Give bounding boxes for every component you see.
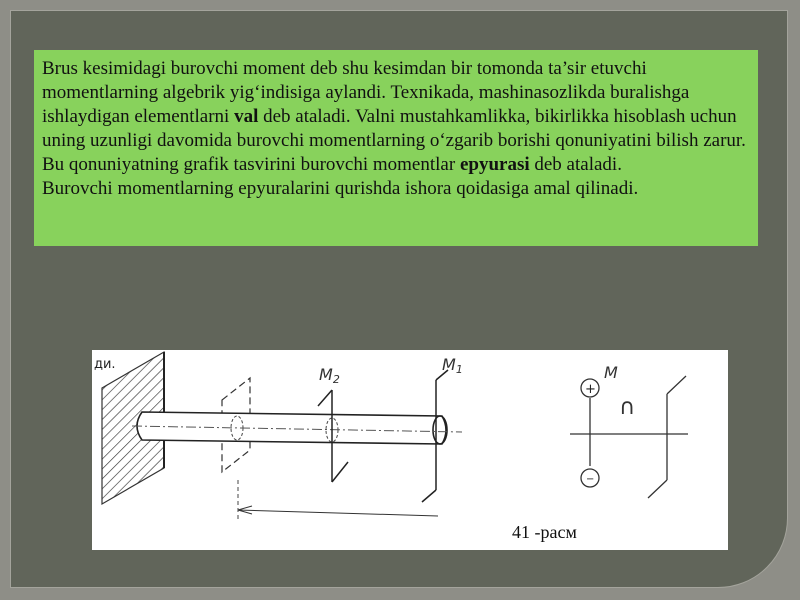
figure-caption: 41 -рaсм [512,522,577,542]
text-box [34,50,758,246]
text-segment: deb ataladi. [529,154,622,175]
minus-sign: − [586,474,595,485]
shaft [137,412,446,444]
section-line-right [648,376,686,498]
m2-subscript: 2 [332,373,340,386]
term-val: val [234,106,259,127]
dimension-line [238,510,438,516]
shaft-drawing [92,350,728,550]
m1-arrow-bottom [422,490,436,502]
m1-label [442,355,463,376]
m2-arrow-top [318,390,332,406]
m1-letter: M [442,355,456,374]
m2-letter: M [319,365,333,384]
figure-diagram [92,350,728,550]
m2-label [319,365,340,386]
m-label: M [604,363,618,382]
term-epyurasi: epyurasi [459,154,530,175]
paragraph-definition [42,57,750,177]
m2-arrow-bottom [332,462,348,482]
wave-symbol: ∩ [619,395,636,420]
paragraph-sign-rule: Burovchi momentlarning epyuralarini qurishda ishora qoidasiga amal qilinadi. [42,178,639,199]
text-segment: deb ataladi. Valni mustahkamlikka, bikirlikka hisoblash uchun uning uzunligi davomida burovchi momentlarning o‘zgarib borishi qonuniyatini bilish zarur. Bu qonuniyatning grafik tasvirini burovchi momentlar [42,106,746,175]
text-segment: Brus kesimidagi burovchi moment deb shu kesimdan bir tomonda ta’sir etuvchi momentlarning algebrik yig‘indisiga aylandi. Texnikada, mashinasozlikda buralishga ishlaydigan elementlarni [42,58,690,127]
corner-label: ди. [94,357,116,372]
plus-sign: + [585,382,596,397]
m1-subscript: 1 [455,363,463,376]
